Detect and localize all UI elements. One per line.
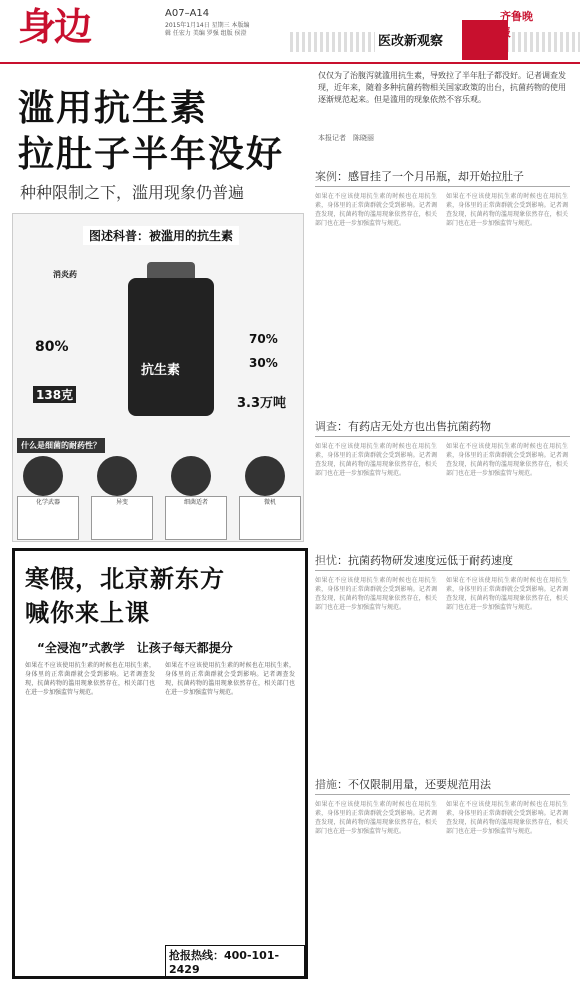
article-column: 如果在不应该使用抗生素的时候也在用抗生素，身体里的正常菌群就会受到影响。记者调查发现，抗菌药物的滥用现象依然存在，相关部门也在进一步加强监管与规范。 <box>315 443 437 477</box>
section-concern-heading: 担忧：抗菌药物研发速度远低于耐药速度 <box>315 554 513 567</box>
stat-70: 70% <box>249 332 278 346</box>
divider <box>315 794 570 795</box>
section-case-title: 感冒挂了一个月吊瓶，却开始拉肚子 <box>348 170 524 183</box>
ad-column: 如果在不应该使用抗生素的时候也在用抗生素，身体里的正常菌群就会受到影响。记者调查发现，抗菌药物的滥用现象依然存在，相关部门也在进一步加强监管与规范。 <box>25 662 155 696</box>
stat-33: 3.3万吨 <box>237 396 287 411</box>
resistance-step: 化学武器 <box>17 496 79 540</box>
section-measure-heading: 措施：不仅限制用量，还要规范用法 <box>315 778 491 791</box>
ad-phone: 抢报热线：400-101-2429 <box>165 945 305 978</box>
bacteria-icon <box>171 456 211 496</box>
bacteria-icon <box>245 456 285 496</box>
intro-text: 仅仅为了治腹泻就滥用抗生素，导致拉了半年肚子都没好。记者调查发现，近年来，随着多种抗菌药物相关国家政策的出台，抗菌药物的使用逐渐规范起来。但是滥用的现象依然不容乐观。 <box>318 71 566 104</box>
article-column: 如果在不应该使用抗生素的时候也在用抗生素，身体里的正常菌群就会受到影响。记者调查发现，抗菌药物的滥用现象依然存在，相关部门也在进一步加强监管与规范。 <box>446 577 568 611</box>
section-measure-title: 不仅限制用量，还要规范用法 <box>348 778 491 791</box>
headline-line-1: 滥用抗生素 <box>18 88 209 129</box>
page-range: A07–A14 <box>165 8 210 19</box>
section-case-heading: 案例：感冒挂了一个月吊瓶，却开始拉肚子 <box>315 170 524 183</box>
bottle-label: 抗生素 <box>141 363 181 378</box>
page-header <box>0 0 580 64</box>
section-case-label: 案例 <box>315 170 337 183</box>
ad-headline-1: 寒假，北京新东方 <box>25 565 225 593</box>
article-column: 如果在不应该使用抗生素的时候也在用抗生素，身体里的正常菌群就会受到影响。记者调查发现，抗菌药物的滥用现象依然存在，相关部门也在进一步加强监管与规范。 <box>446 443 568 477</box>
section-survey-label: 调查 <box>315 420 337 433</box>
article-column: 如果在不应该使用抗生素的时候也在用抗生素，身体里的正常菌群就会受到影响。记者调查发现，抗菌药物的滥用现象依然存在，相关部门也在进一步加强监管与规范。 <box>315 577 437 611</box>
article-column: 如果在不应该使用抗生素的时候也在用抗生素，身体里的正常菌群就会受到影响。记者调查发现，抗菌药物的滥用现象依然存在，相关部门也在进一步加强监管与规范。 <box>446 193 568 227</box>
subheadline: 种种限制之下，滥用现象仍普遍 <box>20 183 245 202</box>
circle-label: 消炎药 <box>53 270 77 279</box>
article-column: 如果在不应该使用抗生素的时候也在用抗生素，身体里的正常菌群就会受到影响。记者调查发现，抗菌药物的滥用现象依然存在，相关部门也在进一步加强监管与规范。 <box>315 801 437 835</box>
advertisement <box>12 548 308 979</box>
resistance-step: 异变 <box>91 496 153 540</box>
bacteria-icon <box>23 456 63 496</box>
ad-subheadline: “全浸泡”式教学 让孩子每天都提分 <box>37 641 233 655</box>
article-column: 如果在不应该使用抗生素的时候也在用抗生素，身体里的正常菌群就会受到影响。记者调查发现，抗菌药物的滥用现象依然存在，相关部门也在进一步加强监管与规范。 <box>446 801 568 835</box>
article-column: 如果在不应该使用抗生素的时候也在用抗生素，身体里的正常菌群就会受到影响。记者调查发现，抗菌药物的滥用现象依然存在，相关部门也在进一步加强监管与规范。 <box>315 193 437 227</box>
infographic <box>12 213 304 542</box>
ad-headline-2: 喊你来上课 <box>25 599 150 627</box>
ad-column: 如果在不应该使用抗生素的时候也在用抗生素，身体里的正常菌群就会受到影响。记者调查发现，抗菌药物的滥用现象依然存在，相关部门也在进一步加强监管与规范。 <box>165 662 295 696</box>
section-concern-title: 抗菌药物研发速度远低于耐药速度 <box>348 554 513 567</box>
divider <box>315 186 570 187</box>
divider <box>315 436 570 437</box>
stat-30: 30% <box>249 356 278 370</box>
headline-line-2: 拉肚子半年没好 <box>18 134 285 175</box>
edition-meta: 2015年1月14日 星期三 本版编辑 任宏力 美编 罗强 组版 侯澄 <box>165 22 250 37</box>
byline: 本报记者 陈晓丽 <box>318 134 374 142</box>
section-measure-label: 措施 <box>315 778 337 791</box>
divider <box>315 570 570 571</box>
section-survey-title: 有药店无处方也出售抗菌药物 <box>348 420 491 433</box>
page-title: 身边 <box>18 5 91 49</box>
stat-80: 80% <box>35 339 69 355</box>
resistance-step: 微机 <box>239 496 301 540</box>
resistance-question: 什么是细菌的耐药性？ <box>17 438 105 453</box>
section-survey-heading: 调查：有药店无处方也出售抗菌药物 <box>315 420 491 433</box>
section-label: 医改新观察 <box>378 34 444 49</box>
stat-138: 138克 <box>33 386 76 403</box>
section-concern-label: 担忧 <box>315 554 337 567</box>
infographic-title: 图述科普：被滥用的抗生素 <box>83 226 239 245</box>
resistance-step: 细菌适者 <box>165 496 227 540</box>
antibiotic-bottle <box>128 278 214 416</box>
newspaper-logo: 齐鲁晚报 <box>500 10 533 39</box>
bacteria-icon <box>97 456 137 496</box>
